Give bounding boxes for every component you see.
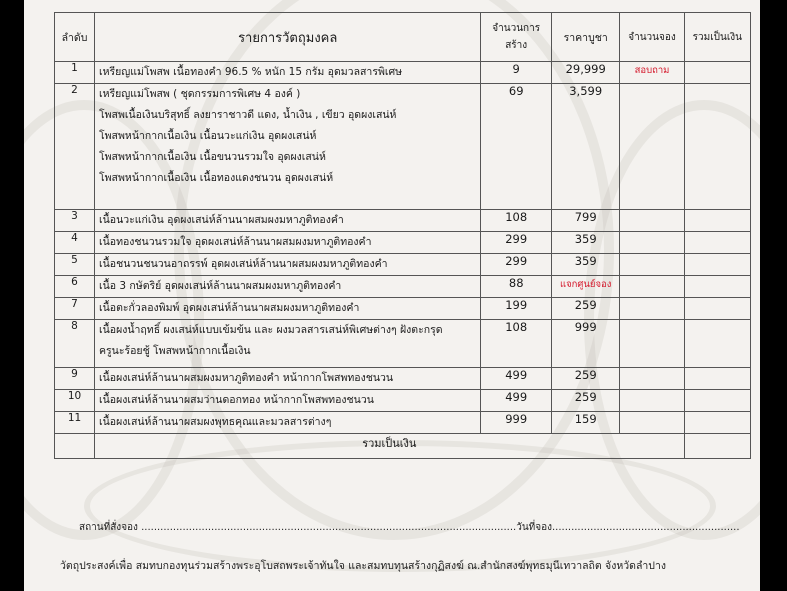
watermark-ornament	[84, 440, 716, 572]
item-description	[95, 84, 481, 210]
item-line: โพสพหน้ากากเนื้อเงิน เนื้อขนวนรวมใจ อุดผงเสน่ห์	[99, 151, 326, 163]
item-line: เนื้อตะกั่วลองพิมพ์ อุดผงเสน่ห์ล้านนาผสมผงมหาภูติทองคำ	[99, 302, 360, 314]
price: 259	[551, 368, 619, 390]
booking-note: สอบถาม	[634, 65, 670, 76]
item-line: ครูนะร้อยชู้ โพสพหน้ากากเนื้อเงิน	[99, 345, 251, 357]
total-cell[interactable]	[684, 254, 750, 276]
row-number: 7	[55, 298, 95, 320]
row-number: 5	[55, 254, 95, 276]
item-line: เนื้อทองชนวนรวมใจ อุดผงเสน่ห์ล้านนาผสมผงมหาภูติทองคำ	[99, 236, 372, 248]
table-row	[55, 62, 751, 84]
quantity-made: 69	[481, 84, 552, 210]
booking-cell[interactable]	[620, 210, 684, 232]
row-number: 6	[55, 276, 95, 298]
row-number: 11	[55, 412, 95, 434]
item-line: โพสพเนื้อเงินบริสุทธิ์ ลงยาราชาวดี แดง, น้ำเงิน , เขียว อุดผงเสน่ห์	[99, 109, 397, 121]
price: 159	[551, 412, 619, 434]
header-booking: จำนวนจอง	[620, 13, 684, 62]
header-no: ลำดับ	[55, 13, 95, 62]
price: 259	[551, 390, 619, 412]
item-description	[95, 390, 481, 412]
price: 259	[551, 298, 619, 320]
price: 799	[551, 210, 619, 232]
total-cell[interactable]	[684, 62, 750, 84]
row-number: 8	[55, 320, 95, 368]
header-price: ราคาบูชา	[551, 13, 619, 62]
table-row	[55, 412, 751, 434]
total-cell[interactable]	[684, 276, 750, 298]
item-line: เนื้อนวะแก่เงิน อุดผงเสน่ห์ล้านนาผสมผงมหาภูติทองคำ	[99, 214, 344, 226]
item-description	[95, 210, 481, 232]
price: 29,999	[551, 62, 619, 84]
total-cell[interactable]	[684, 298, 750, 320]
item-line: เนื้อผงเสน่ห์ล้านนาผสมว่านดอกทอง หน้ากากโพสพทองชนวน	[99, 394, 374, 406]
table-row	[55, 84, 751, 210]
booking-cell[interactable]	[620, 368, 684, 390]
quantity-made: 299	[481, 232, 552, 254]
item-line: เหรียญแม่โพสพ เนื้อทองคำ 96.5 % หนัก 15 กรัม อุดมวลสารพิเศษ	[99, 66, 403, 78]
total-cell[interactable]	[684, 232, 750, 254]
total-cell[interactable]	[684, 84, 750, 210]
price: 359	[551, 232, 619, 254]
table-row	[55, 254, 751, 276]
quantity-made: 499	[481, 368, 552, 390]
total-cell[interactable]	[684, 368, 750, 390]
table-row	[55, 276, 751, 298]
item-description	[95, 232, 481, 254]
sum-row	[55, 434, 751, 459]
table-row	[55, 210, 751, 232]
booking-cell[interactable]	[620, 62, 684, 84]
quantity-made: 999	[481, 412, 552, 434]
booking-place-date-line[interactable]: สถานที่สั่งจอง ......................................................................................................................วันที่จอง...........................................................	[79, 522, 740, 533]
header-item: รายการวัตถุมงคล	[95, 13, 481, 62]
row-number: 3	[55, 210, 95, 232]
item-description	[95, 298, 481, 320]
row-number: 1	[55, 62, 95, 84]
total-cell[interactable]	[684, 412, 750, 434]
booking-cell[interactable]	[620, 320, 684, 368]
item-line: โพสพหน้ากากเนื้อเงิน เนื้อนวะแก่เงิน อุดผงเสน่ห์	[99, 130, 317, 142]
item-line: เนื้อชนวนชนวนอาถรรพ์ อุดผงเสน่ห์ล้านนาผสมผงมหาภูติทองคำ	[99, 258, 388, 270]
row-number: 9	[55, 368, 95, 390]
order-form-sheet	[24, 0, 760, 591]
sum-label: รวมเป็นเงิน	[95, 434, 685, 459]
item-description	[95, 368, 481, 390]
quantity-made: 88	[481, 276, 552, 298]
total-cell[interactable]	[684, 210, 750, 232]
quantity-made: 499	[481, 390, 552, 412]
item-description	[95, 254, 481, 276]
table-row	[55, 232, 751, 254]
table-row	[55, 390, 751, 412]
item-description	[95, 62, 481, 84]
price: 999	[551, 320, 619, 368]
table-row	[55, 298, 751, 320]
item-line: เนื้อผงน้ำฤทธิ์ ผงเสน่ห์แบบเข้มข้น และ ผงมวลสารเสน่ห์พิเศษต่างๆ ฝังตะกรุด	[99, 324, 443, 336]
booking-cell[interactable]	[620, 232, 684, 254]
price: 3,599	[551, 84, 619, 210]
booking-cell[interactable]	[620, 254, 684, 276]
header-total: รวมเป็นเงิน	[684, 13, 750, 62]
price: 359	[551, 254, 619, 276]
booking-cell[interactable]	[620, 412, 684, 434]
item-line: เนื้อผงเสน่ห์ล้านนาผสมผงมหาภูติทองคำ หน้ากากโพสพทองชนวน	[99, 372, 394, 384]
item-description	[95, 412, 481, 434]
sum-blank	[55, 434, 95, 459]
quantity-made: 108	[481, 320, 552, 368]
booking-cell[interactable]	[620, 298, 684, 320]
item-line: เนื้อผงเสน่ห์ล้านนาผสมผงพุทธคุณและมวลสารต่างๆ	[99, 416, 332, 428]
table-row	[55, 320, 751, 368]
header-qty: จำนวนการสร้าง	[481, 13, 552, 62]
price-note: แจกศูนย์จอง	[559, 279, 612, 290]
item-line: โพสพหน้ากากเนื้อเงิน เนื้อทองแดงชนวน อุดผงเสน่ห์	[99, 172, 334, 184]
quantity-made: 108	[481, 210, 552, 232]
row-number: 4	[55, 232, 95, 254]
item-description	[95, 276, 481, 298]
item-description	[95, 320, 481, 368]
row-number: 10	[55, 390, 95, 412]
item-line: เนื้อ 3 กษัตริย์ อุดผงเสน่ห์ล้านนาผสมผงมหาภูติทองคำ	[99, 280, 342, 292]
sum-amount-cell[interactable]	[684, 434, 750, 459]
booking-cell[interactable]	[620, 390, 684, 412]
order-table	[54, 12, 751, 459]
quantity-made: 299	[481, 254, 552, 276]
table-header-row	[55, 13, 751, 62]
purpose-footer: วัตถุประสงค์เพื่อ สมทบกองทุนร่วมสร้างพระอุโบสถพระเจ้าทันใจ และสมทบทุนสร้างกุฏิสงฆ์ ณ.สำนักสงฆ์พุทธมุนีเทวาลถิต จังหวัดลำปาง	[60, 560, 666, 572]
total-cell[interactable]	[684, 320, 750, 368]
table-row	[55, 368, 751, 390]
total-cell[interactable]	[684, 390, 750, 412]
booking-cell[interactable]	[620, 276, 684, 298]
booking-cell[interactable]	[620, 84, 684, 210]
row-number: 2	[55, 84, 95, 210]
quantity-made: 199	[481, 298, 552, 320]
item-line: เหรียญแม่โพสพ ( ชุดกรรมการพิเศษ 4 องค์ )	[99, 88, 301, 100]
quantity-made: 9	[481, 62, 552, 84]
price	[551, 276, 619, 298]
